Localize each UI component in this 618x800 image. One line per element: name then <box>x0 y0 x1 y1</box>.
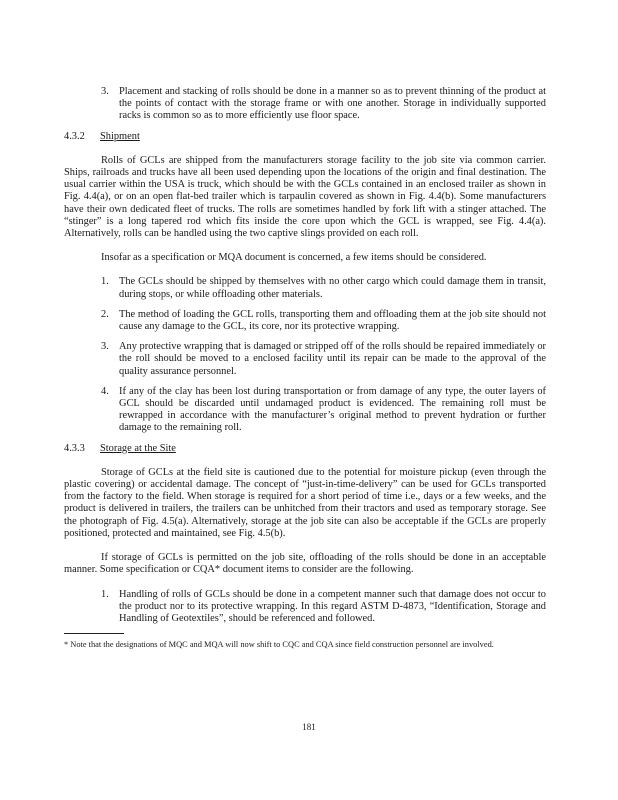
section-heading-storage <box>64 443 546 455</box>
list-item-text: Any protective wrapping that is damaged or stripped off of the rolls should be repaired immediately or the roll should be moved to a enclosed facility until its repair can be made to the approval of the quality assurance personnel. <box>119 341 546 377</box>
offloading-paragraph: If storage of GCLs is permitted on the job site, offloading of the rolls should be done in an acceptable manner. Some specification or CQA* document items to consider are the following. <box>64 552 546 576</box>
list-item-text: Placement and stacking of rolls should be done in a manner so as to prevent thinning of the product at the points of contact with the storage frame or with one another. Storage in individually supported racks is common so as to more efficiently use floor space. <box>119 86 546 122</box>
list-item <box>101 86 546 123</box>
list-item-number: 1. <box>101 588 109 600</box>
list-item-text: The method of loading the GCL rolls, transporting them and offloading them at the job site should not cause any damage to the GCL, its core, nor its protective wrapping. <box>119 308 546 333</box>
section-title: Shipment <box>100 130 140 142</box>
footnote-divider <box>64 633 124 634</box>
list-item-text: Handling of rolls of GCLs should be done in a competent manner such that damage does not occur to the product nor to its protective wrapping. In this regard ASTM D-4873, “Identification, Storage and Handling of Geotextiles”, should be referenced and followed. <box>119 588 546 624</box>
section-number: 4.3.3 <box>64 442 85 454</box>
list-item-number: 4. <box>101 385 109 397</box>
insofar-paragraph: Insofar as a specification or MQA document is concerned, a few items should be considered. <box>101 252 487 264</box>
list-item <box>101 309 546 333</box>
section-number: 4.3.2 <box>64 130 85 142</box>
list-item-text: The GCLs should be shipped by themselves with no other cargo which could damage them in transit, during stops, or while offloading other materials. <box>119 276 546 300</box>
list-item-number: 1. <box>101 276 109 288</box>
list-item-number: 3. <box>101 341 109 353</box>
list-item <box>101 276 546 300</box>
section-title: Storage at the Site <box>100 442 176 454</box>
list-item <box>101 589 546 626</box>
list-item-text: If any of the clay has been lost during transportation or from damage of any type, the outer layers of GCL should be discarded until undamaged product is evidenced. The remaining roll must be rewrapped in accordance with the manufacturer’s original method to prevent hydration or further damage to the remaining roll. <box>119 385 546 434</box>
shipment-paragraph: Rolls of GCLs are shipped from the manufacturers storage facility to the job site via common carrier. Ships, railroads and trucks have all been used depending upon the locations of the origin and final destination. The usual carrier within the USA is truck, which should be with the GCLs contained in an enclosed trailer as shown in Fig. 4.4(a), or on an open flat-bed trailer which is tarpaulin covered as shown in Fig. 4.4(b). Some manufacturers have their own dedicated fleet of trucks. The rolls are sometimes handled by fork lift with a stinger attached. The “stinger” is a long tapered rod which fits inside the core upon which the GCL is wrapped, see Fig. 4.4(a). Alternatively, rolls can be handled using the two captive slings provided on each roll. <box>64 154 546 240</box>
document-page <box>64 86 546 650</box>
section-heading-shipment <box>64 131 546 143</box>
list-item <box>101 386 546 435</box>
storage-paragraph: Storage of GCLs at the field site is cautioned due to the potential for moisture pickup (even through the plastic covering) or accidental damage. The concept of “just-in-time-delivery” can be used for GCLs transported from the factory to the field. When storage is required for a short period of time i.e., days or a few weeks, and the product is delivered in trailers, the trailers can be unhitched from their tractors and used as temporary storage. See the photograph of Fig. 4.5(a). Alternatively, storage at the job site can also be acceptable if the GCLs are properly positioned, protected and maintained, see Fig. 4.5(b). <box>64 466 546 539</box>
page-number: 181 <box>302 722 316 732</box>
footnote: * Note that the designations of MQC and MQA will now shift to CQC and CQA since field construction personnel are involved. <box>64 640 494 650</box>
list-item-number: 3. <box>101 86 109 97</box>
list-item <box>101 341 546 378</box>
list-item-number: 2. <box>101 308 109 320</box>
